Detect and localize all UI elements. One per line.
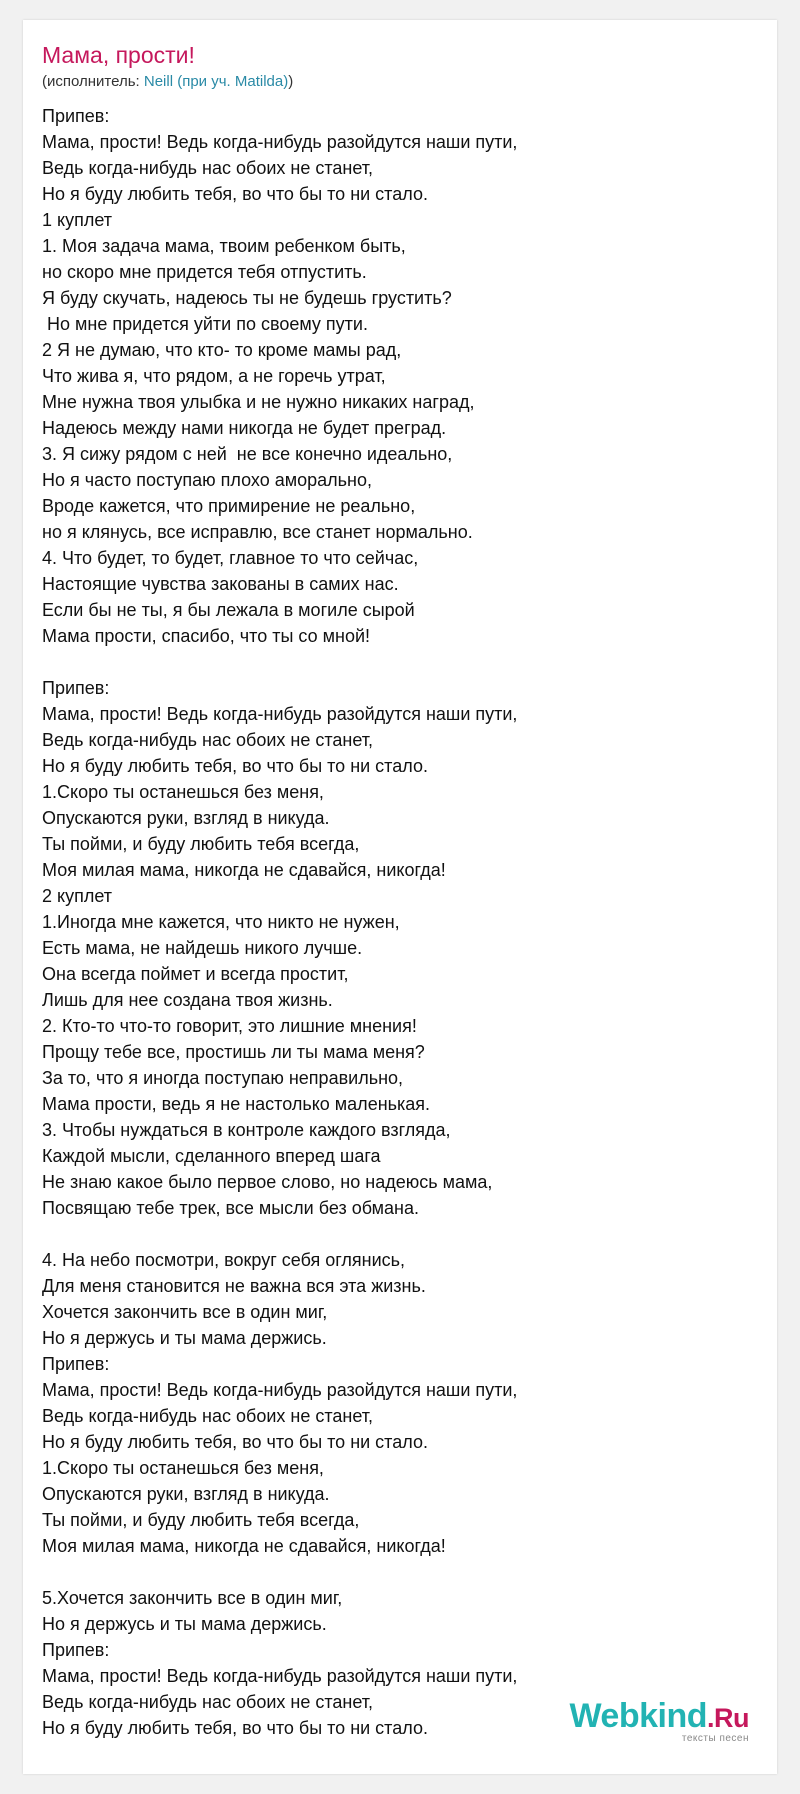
lyric-line: Припев: [42, 1640, 110, 1660]
lyric-line: 1. Моя задача мама, твоим ребенком быть, [42, 236, 406, 256]
lyric-line: 1.Иногда мне кажется, что никто не нужен, [42, 912, 400, 932]
lyric-line: 2 Я не думаю, что кто- то кроме мамы рад, [42, 340, 402, 360]
lyric-line: Моя милая мама, никогда не сдавайся, никогда! [42, 860, 446, 880]
lyric-line: Мама прости, ведь я не настолько маленькая. [42, 1094, 431, 1114]
lyric-line: 3. Чтобы нуждаться в контроле каждого взгляда, [42, 1120, 451, 1140]
lyric-line: Опускаются руки, взгляд в никуда. [42, 1484, 330, 1504]
lyric-line [42, 649, 762, 675]
lyric-line: Но я буду любить тебя, во что бы то ни стало. [42, 1718, 428, 1738]
lyric-line: но я клянусь, все исправлю, все станет нормально. [42, 522, 473, 542]
lyric-line: 4. На небо посмотри, вокруг себя оглянись, [42, 1250, 406, 1270]
lyric-line: Мама, прости! Ведь когда-нибудь разойдутся наши пути, [42, 704, 518, 724]
lyric-line: Я буду скучать, надеюсь ты не будешь грустить? [42, 288, 452, 308]
lyric-line: Но я буду любить тебя, во что бы то ни стало. [42, 184, 428, 204]
meta-prefix: (исполнитель: [42, 73, 144, 90]
lyric-line: Вроде кажется, что примирение не реально, [42, 496, 416, 516]
logo-tld: .Ru [707, 1703, 749, 1733]
lyric-line: Но я держусь и ты мама держись. [42, 1614, 327, 1634]
lyric-line: Но мне придется уйти по своему пути. [42, 314, 368, 334]
lyric-line: Надеюсь между нами никогда не будет преград. [42, 418, 447, 438]
logo-tagline: тексты песен [681, 1733, 749, 1744]
lyric-line: Но я буду любить тебя, во что бы то ни стало. [42, 756, 428, 776]
lyric-line: Припев: [42, 1354, 110, 1374]
lyric-line: 2 куплет [42, 886, 112, 906]
lyric-line: Лишь для нее создана твоя жизнь. [42, 990, 333, 1010]
artist-link[interactable]: Neill (при уч. Matilda) [143, 73, 289, 90]
lyric-line: Припев: [42, 678, 110, 698]
lyric-line: Если бы не ты, я бы лежала в могиле сырой [42, 600, 415, 620]
lyric-line: 3. Я сижу рядом с ней не все конечно идеально, [42, 444, 453, 464]
lyric-line: Но я держусь и ты мама держись. [42, 1328, 327, 1348]
lyric-line: Мне нужна твоя улыбка и не нужно никаких наград, [42, 392, 475, 412]
lyric-line: Что жива я, что рядом, а не горечь утрат, [42, 366, 386, 386]
lyric-line: Посвящаю тебе трек, все мысли без обмана. [42, 1198, 419, 1218]
lyric-line: Ведь когда-нибудь нас обоих не станет, [42, 730, 373, 750]
lyric-line: Настоящие чувства закованы в самих нас. [42, 574, 399, 594]
lyric-line: Но я часто поступаю плохо аморально, [42, 470, 372, 490]
lyric-line: Она всегда поймет и всегда простит, [42, 964, 349, 984]
lyric-line: 4. Что будет, то будет, главное то что сейчас, [42, 548, 419, 568]
lyric-line: Для меня становится не важна вся эта жизнь. [42, 1276, 426, 1296]
meta-suffix: ) [288, 73, 294, 90]
lyrics-body [42, 103, 762, 1741]
lyric-line: Но я буду любить тебя, во что бы то ни стало. [42, 1432, 428, 1452]
lyric-line: Мама прости, спасибо, что ты со мной! [42, 626, 371, 646]
lyric-line: 2. Кто-то что-то говорит, это лишние мнения! [42, 1016, 417, 1036]
lyric-line: Мама, прости! Ведь когда-нибудь разойдутся наши пути, [42, 132, 518, 152]
lyric-line [42, 1559, 762, 1585]
lyric-line: Мама, прости! Ведь когда-нибудь разойдутся наши пути, [42, 1666, 518, 1686]
logo-word: Webkind [569, 1697, 707, 1735]
lyric-line: 1.Скоро ты останешься без меня, [42, 782, 324, 802]
song-meta [42, 73, 293, 90]
lyrics-page [23, 20, 777, 1774]
lyric-line: 1.Скоро ты останешься без меня, [42, 1458, 324, 1478]
lyric-line: Ведь когда-нибудь нас обоих не станет, [42, 1692, 373, 1712]
lyric-line: Есть мама, не найдешь никого лучше. [42, 938, 363, 958]
logo-wordmark [569, 1699, 749, 1735]
lyric-line: Ведь когда-нибудь нас обоих не станет, [42, 158, 373, 178]
lyric-line: Ты пойми, и буду любить тебя всегда, [42, 1510, 360, 1530]
lyric-line: но скоро мне придется тебя отпустить. [42, 262, 367, 282]
lyric-line: Каждой мысли, сделанного вперед шага [42, 1146, 381, 1166]
lyric-line: 1 куплет [42, 210, 112, 230]
lyric-line: 5.Хочется закончить все в один миг, [42, 1588, 343, 1608]
song-title: Мама, прости! [42, 42, 195, 68]
lyric-line: Мама, прости! Ведь когда-нибудь разойдутся наши пути, [42, 1380, 518, 1400]
lyric-line: Хочется закончить все в один миг, [42, 1302, 328, 1322]
lyric-line: За то, что я иногда поступаю неправильно, [42, 1068, 404, 1088]
site-logo[interactable] [569, 1699, 749, 1744]
lyric-line: Припев: [42, 106, 110, 126]
lyric-line: Моя милая мама, никогда не сдавайся, никогда! [42, 1536, 446, 1556]
lyric-line [42, 1221, 762, 1247]
lyric-line: Опускаются руки, взгляд в никуда. [42, 808, 330, 828]
lyric-line: Прощу тебе все, простишь ли ты мама меня? [42, 1042, 425, 1062]
lyric-line: Ведь когда-нибудь нас обоих не станет, [42, 1406, 373, 1426]
lyric-line: Не знаю какое было первое слово, но надеюсь мама, [42, 1172, 493, 1192]
lyric-line: Ты пойми, и буду любить тебя всегда, [42, 834, 360, 854]
